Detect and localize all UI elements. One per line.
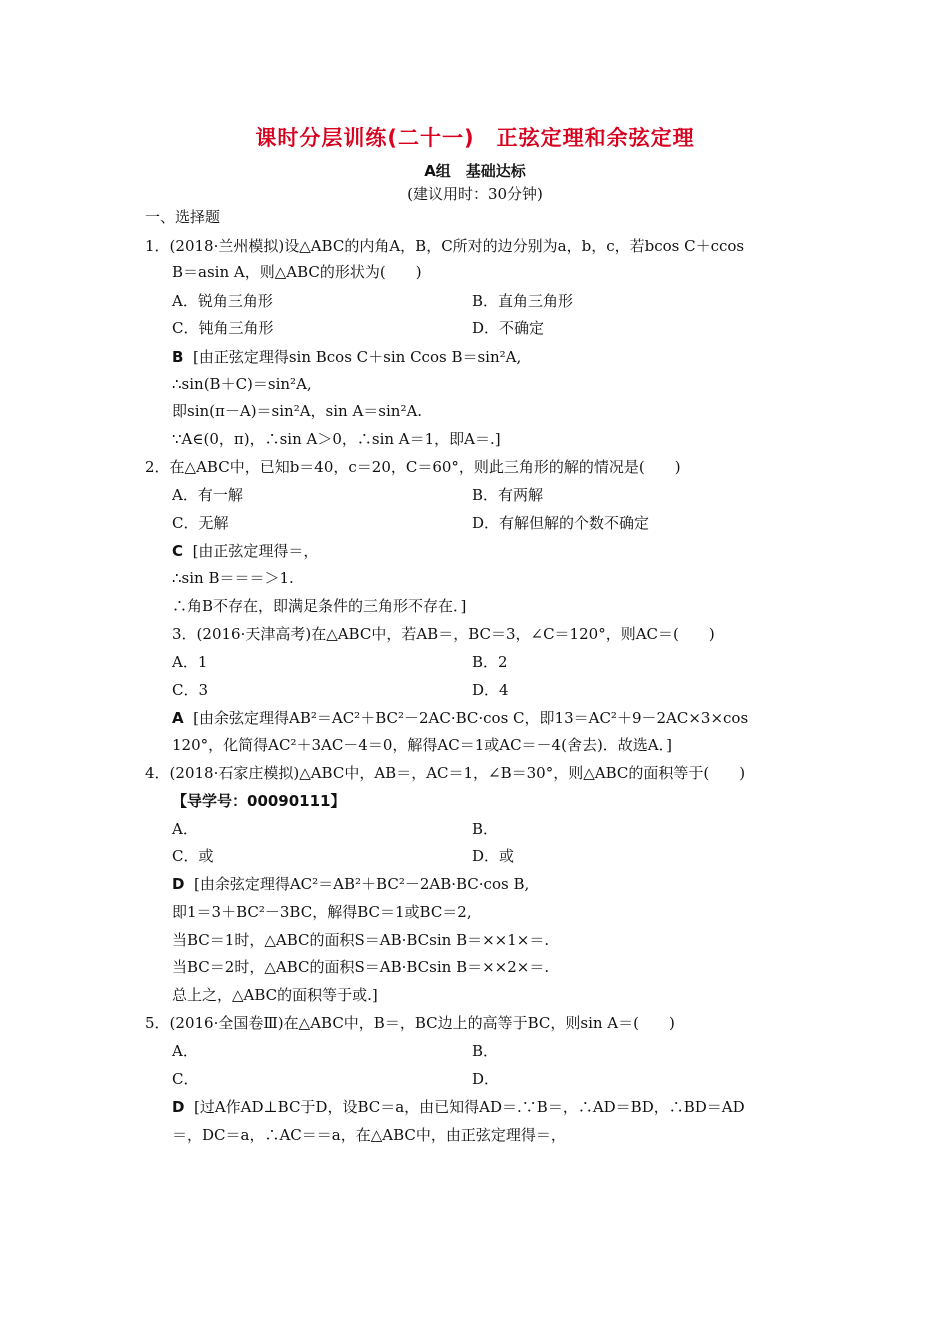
q1-solution-line3: 即sin(π－A)＝sin²A，sin A＝sin²A. [172, 402, 423, 420]
q1-stem-line1: 1．(2018·兰州模拟)设△ABC的内角A，B，C所对的边分别为a，b，c，若bcos C＋ccos [145, 237, 745, 255]
q2-solution-line3: ∴角B不存在，即满足条件的三角形不存在．] [172, 597, 467, 615]
q2-answer: C [172, 542, 184, 560]
q1-option-a: A．锐角三角形 [172, 292, 273, 310]
q5-stem-line1: 5．(2016·全国卷Ⅲ)在△ABC中，B＝，BC边上的高等于BC，则sin A＝( ) [145, 1014, 675, 1032]
q2-solution-text: [由正弦定理得＝， [192, 542, 319, 560]
q5-option-c: C． [172, 1070, 199, 1088]
q1-option-d: D．不确定 [472, 319, 545, 337]
q5-option-a: A． [172, 1042, 198, 1060]
q4-solution-line4: 当BC＝2时，△ABC的面积S＝AB·BCsin B＝××2×＝. [172, 958, 550, 976]
q1-stem-line2: B＝asin A，则△ABC的形状为( ) [172, 263, 422, 281]
q4-guide-number: 【导学号：00090111】 [172, 792, 346, 810]
q2-option-b: B．有两解 [472, 486, 544, 504]
q1-solution-line1 [172, 347, 521, 367]
q3-solution-text: [由余弦定理得AB²＝AC²＋BC²－2AC·BC·cos C，即13＝AC²＋9－2AC×3×cos [193, 709, 749, 727]
q3-option-d: D．4 [472, 681, 509, 699]
group-heading: A组 基础达标 [424, 162, 526, 180]
q5-solution-text: [过A作AD⊥BC于D，设BC＝a，由已知得AD＝.∵B＝，∴AD＝BD，∴BD＝AD [194, 1098, 745, 1116]
q4-solution-line5: 总上之，△ABC的面积等于或.] [172, 986, 378, 1004]
q2-stem-line1: 2．在△ABC中，已知b＝40，c＝20，C＝60°，则此三角形的解的情况是( ) [145, 458, 681, 476]
q5-option-d: D． [472, 1070, 500, 1088]
q3-option-c: C．3 [172, 681, 209, 699]
q1-answer: B [172, 348, 184, 366]
q3-stem-line1: 3．(2016·天津高考)在△ABC中，若AB＝，BC＝3，∠C＝120°，则AC＝( ) [172, 625, 715, 643]
q2-solution-line1 [172, 541, 318, 561]
q1-solution-text: [由正弦定理得sin Bcos C＋sin Ccos B＝sin²A, [192, 348, 522, 366]
q3-option-a: A．1 [172, 653, 208, 671]
q1-solution-line2: ∴sin(B＋C)＝sin²A, [172, 375, 312, 393]
q4-solution-line2: 即1＝3＋BC²－3BC，解得BC＝1或BC＝2, [172, 903, 472, 921]
q4-solution-line1 [172, 874, 529, 894]
q1-option-c: C．钝角三角形 [172, 319, 274, 337]
q3-solution-line1 [172, 708, 748, 728]
suggested-time: (建议用时：30分钟) [407, 185, 543, 203]
q1-option-b: B．直角三角形 [472, 292, 574, 310]
q4-option-b: B． [472, 820, 499, 838]
q4-solution-text: [由余弦定理得AC²＝AB²＋BC²－2AB·BC·cos B, [194, 875, 530, 893]
q5-solution-line2: ＝，DC＝a，∴AC＝＝a，在△ABC中，由正弦定理得＝， [172, 1126, 566, 1144]
q2-solution-line2: ∴sin B＝＝＝＞1. [172, 569, 294, 587]
q5-answer: D [172, 1098, 185, 1116]
page-title: 课时分层训练(二十一) 正弦定理和余弦定理 [255, 126, 695, 150]
q3-solution-line2: 120°，化简得AC²＋3AC－4＝0，解得AC＝1或AC＝－4(舍去)．故选A．] [172, 736, 672, 754]
q2-option-c: C．无解 [172, 514, 229, 532]
q4-option-c: C．或 [172, 847, 214, 865]
q5-option-b: B． [472, 1042, 499, 1060]
q4-solution-line3: 当BC＝1时，△ABC的面积S＝AB·BCsin B＝××1×＝. [172, 931, 550, 949]
q3-answer: A [172, 709, 184, 727]
q2-option-d: D．有解但解的个数不确定 [472, 514, 650, 532]
section-heading: 一、选择题 [145, 208, 221, 226]
q4-option-a: A． [172, 820, 198, 838]
q4-stem-line1: 4．(2018·石家庄模拟)△ABC中，AB＝，AC＝1，∠B＝30°，则△ABC的面积等于( ) [145, 764, 746, 782]
q4-option-d: D．或 [472, 847, 515, 865]
q3-option-b: B．2 [472, 653, 508, 671]
q4-answer: D [172, 875, 185, 893]
q5-solution-line1 [172, 1097, 745, 1117]
q1-solution-line4: ∵A∈(0，π)，∴sin A＞0，∴sin A＝1，即A＝.] [172, 430, 501, 448]
q2-option-a: A．有一解 [172, 486, 243, 504]
